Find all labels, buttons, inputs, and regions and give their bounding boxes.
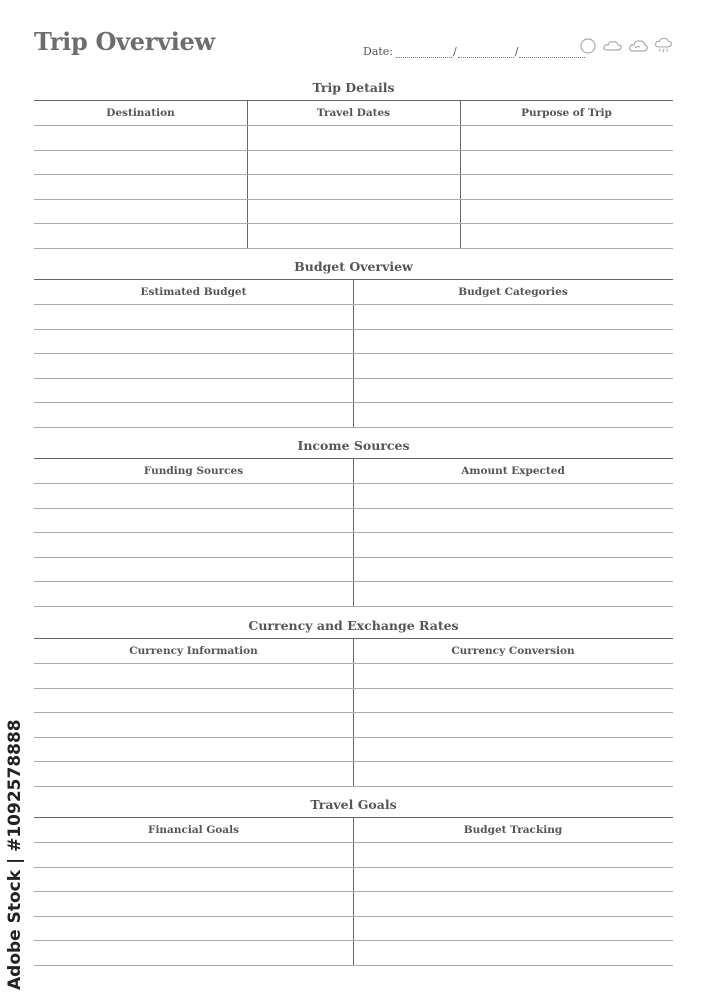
writing-line[interactable] <box>34 737 673 738</box>
writing-line[interactable] <box>34 606 673 607</box>
travel-goals-table <box>34 817 673 966</box>
writing-line[interactable] <box>34 557 673 558</box>
col-funding-sources: Funding Sources <box>143 465 244 477</box>
cloudy-icon[interactable] <box>628 36 650 56</box>
writing-line[interactable] <box>34 867 673 868</box>
writing-line[interactable] <box>34 786 673 787</box>
column-divider <box>460 101 461 249</box>
writing-line[interactable] <box>34 581 673 582</box>
writing-line[interactable] <box>34 174 673 175</box>
writing-line[interactable] <box>34 842 673 843</box>
col-purpose-of-trip: Purpose of Trip <box>521 107 612 119</box>
writing-line[interactable] <box>34 199 673 200</box>
writing-line[interactable] <box>34 712 673 713</box>
currency-table <box>34 638 673 787</box>
date-year-line[interactable] <box>519 45 585 58</box>
rain-icon[interactable] <box>653 36 675 56</box>
writing-line[interactable] <box>34 508 673 509</box>
writing-line[interactable] <box>34 688 673 689</box>
date-label: Date: <box>363 45 394 58</box>
stock-watermark: Adobe Stock | #1092578888 <box>5 719 25 990</box>
col-financial-goals: Financial Goals <box>147 824 240 836</box>
writing-line[interactable] <box>34 125 673 126</box>
writing-line[interactable] <box>34 940 673 941</box>
col-currency-information: Currency Information <box>129 645 258 657</box>
date-month-line[interactable] <box>458 45 514 58</box>
writing-line[interactable] <box>34 965 673 966</box>
date-separator-1: / <box>453 45 457 58</box>
sun-icon[interactable] <box>579 36 597 56</box>
writing-line[interactable] <box>34 663 673 664</box>
currency-title: Currency and Exchange Rates <box>248 618 459 633</box>
writing-line[interactable] <box>34 353 673 354</box>
col-destination: Destination <box>106 107 175 119</box>
col-currency-conversion: Currency Conversion <box>451 645 575 657</box>
trip-details-title: Trip Details <box>312 80 395 95</box>
column-divider <box>353 818 354 966</box>
col-budget-tracking: Budget Tracking <box>463 824 563 836</box>
trip-details-table <box>34 100 673 249</box>
writing-line[interactable] <box>34 483 673 484</box>
writing-line[interactable] <box>34 402 673 403</box>
page-title: Trip Overview <box>34 27 215 56</box>
writing-line[interactable] <box>34 427 673 428</box>
col-amount-expected: Amount Expected <box>461 465 565 477</box>
income-sources-table <box>34 458 673 607</box>
writing-line[interactable] <box>34 761 673 762</box>
budget-overview-title: Budget Overview <box>294 259 413 274</box>
column-divider <box>353 639 354 787</box>
budget-overview-table <box>34 279 673 428</box>
col-estimated-budget: Estimated Budget <box>140 286 247 298</box>
column-divider <box>247 101 248 249</box>
writing-line[interactable] <box>34 223 673 224</box>
writing-line[interactable] <box>34 329 673 330</box>
date-separator-2: / <box>514 45 519 58</box>
writing-line[interactable] <box>34 378 673 379</box>
writing-line[interactable] <box>34 891 673 892</box>
writing-line[interactable] <box>34 916 673 917</box>
date-field[interactable] <box>363 40 586 58</box>
column-divider <box>353 280 354 428</box>
col-travel-dates: Travel Dates <box>316 107 391 119</box>
column-divider <box>353 459 354 607</box>
date-day-line[interactable] <box>396 45 452 58</box>
writing-line[interactable] <box>34 532 673 533</box>
travel-goals-title: Travel Goals <box>310 797 397 812</box>
writing-line[interactable] <box>34 304 673 305</box>
writing-line[interactable] <box>34 150 673 151</box>
col-budget-categories: Budget Categories <box>458 286 568 298</box>
income-sources-title: Income Sources <box>297 438 410 453</box>
cloud-icon[interactable] <box>602 36 624 56</box>
writing-line[interactable] <box>34 248 673 249</box>
